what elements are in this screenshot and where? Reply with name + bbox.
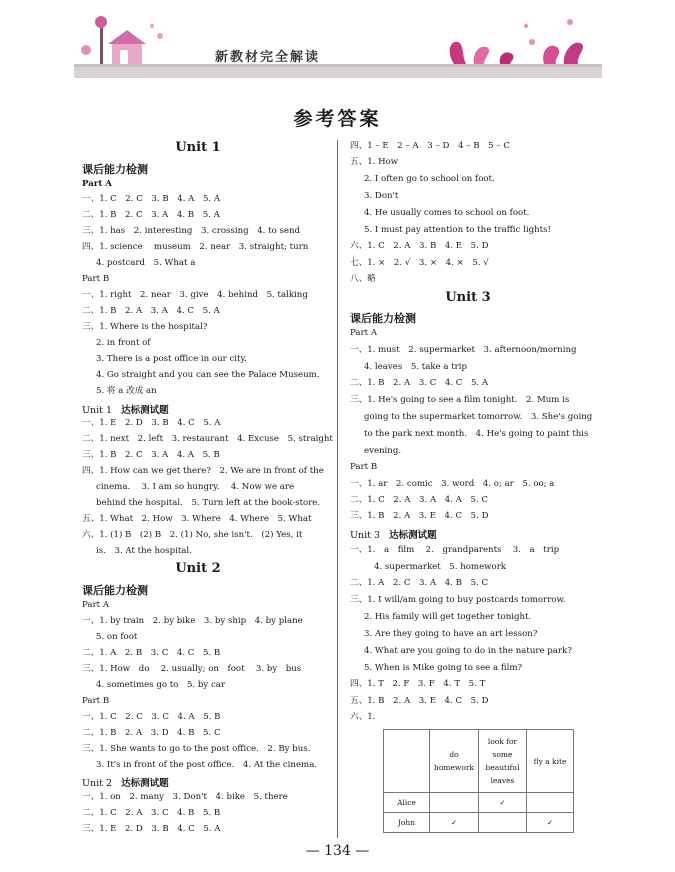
answer-line: 三、1. B 2. A 3. E 4. C 5. D bbox=[350, 511, 489, 521]
unit2-section-heading: 课后能力检测 bbox=[82, 584, 148, 597]
answer-line: 一、1. right 2. near 3. give 4. behind 5. talking bbox=[82, 290, 308, 300]
answer-line: 4. sometimes go to 5. by car bbox=[96, 680, 226, 690]
answer-line: 二、1. A 2. B 3. C 4. C 5. B bbox=[82, 648, 221, 658]
answer-line: 4. He usually comes to school on foot. bbox=[364, 208, 530, 218]
unit1-test-heading bbox=[82, 402, 169, 416]
page-title: 参考答案 bbox=[293, 108, 382, 130]
answer-line: 四、1. T 2. F 3. F 4. T 5. T bbox=[350, 679, 486, 689]
answer-line: 四、1 – E 2 – A 3 – D 4 – B 5 – C bbox=[350, 141, 510, 151]
answer-line: 5. When is Mike going to see a film? bbox=[364, 663, 523, 673]
unit3-part-b: Part B bbox=[350, 462, 378, 472]
answer-line: 4. postcard 5. What a bbox=[96, 258, 196, 268]
unit3-part-a: Part A bbox=[350, 328, 378, 338]
answer-line: 二、1. next 2. left 3. restaurant 4. Excuse 5. straight bbox=[82, 434, 333, 444]
unit1-part-b: Part B bbox=[82, 274, 110, 284]
answer-line: 二、1. B 2. C 3. A 4. B 5. A bbox=[82, 210, 220, 220]
unit1-part-a: Part A bbox=[82, 179, 112, 189]
unit2-heading: Unit 2 bbox=[175, 561, 221, 576]
table-row-label: Alice bbox=[384, 793, 430, 813]
unit1-section-heading: 课后能力检测 bbox=[82, 163, 148, 176]
answer-line: 五、1. What 2. How 3. Where 4. Where 5. What bbox=[82, 514, 312, 524]
unit1-heading: Unit 1 bbox=[175, 140, 221, 155]
answer-line: going to the supermarket tomorrow. 3. She's going bbox=[364, 412, 593, 422]
answer-line: 二、1. A 2. C 3. A 4. B 5. C bbox=[350, 578, 489, 588]
answer-line: 二、1. C 2. A 3. A 4. A 5. C bbox=[350, 495, 488, 505]
answer-line: 一、1. must 2. supermarket 3. afternoon/morning bbox=[350, 345, 577, 355]
answer-line: 三、1. How do 2. usually; on foot 3. by bus bbox=[82, 664, 302, 674]
answer-line: 七、1. × 2. √ 3. × 4. × 5. √ bbox=[350, 258, 489, 268]
answer-line: 4. Go straight and you can see the Palace Museum. bbox=[96, 370, 320, 380]
unit2-test-label: Unit 2 bbox=[82, 778, 113, 789]
unit3-section-heading: 课后能力检测 bbox=[350, 312, 416, 325]
table-header-cell: fly a kite bbox=[527, 730, 574, 793]
answer-line: 4. What are you going to do in the nature park? bbox=[364, 646, 572, 656]
table-cell bbox=[479, 813, 527, 833]
answer-line: 3. Don't bbox=[364, 191, 399, 201]
answer-line: 3. There is a post office in our city. bbox=[96, 354, 247, 364]
answer-line: 四、1. How can we get there? 2. We are in front of the bbox=[82, 466, 324, 476]
table-cell bbox=[430, 793, 479, 813]
answer-line: evening. bbox=[364, 446, 402, 456]
answer-line: 六、1. bbox=[350, 712, 376, 722]
answer-line: 2. I often go to school on foot. bbox=[364, 174, 495, 184]
table-header-cell: do homework bbox=[430, 730, 479, 793]
unit1-test-title: 达标测试题 bbox=[121, 405, 169, 416]
unit3-test-heading bbox=[350, 527, 437, 541]
answer-line: 五、1. How bbox=[350, 157, 399, 167]
table-header-row bbox=[384, 730, 574, 793]
answer-line: 一、1. a film 2. grandparents 3. a trip bbox=[350, 545, 560, 555]
answer-line: 5. 将 a 改成 an bbox=[96, 386, 157, 396]
banner-illustration bbox=[74, 12, 602, 78]
answer-line: 5. I must pay attention to the traffic lights! bbox=[364, 225, 551, 235]
activity-table bbox=[383, 729, 574, 833]
answer-line: 二、1. C 2. A 3. C 4. B 5. B bbox=[82, 808, 221, 818]
table-header-cell: look for some beautiful leaves bbox=[479, 730, 527, 793]
answer-line: 一、1. C 2. C 3. C 4. A 5. B bbox=[82, 712, 221, 722]
answer-line: 二、1. B 2. A 3. A 4. C 5. A bbox=[82, 306, 220, 316]
answer-line: 三、1. He's going to see a film tonight. 2. Mum is bbox=[350, 395, 570, 405]
unit2-part-b: Part B bbox=[82, 696, 110, 706]
answer-line: 一、1. on 2. many 3. Don't 4. bike 5. there bbox=[82, 792, 288, 802]
column-divider bbox=[337, 140, 338, 838]
check-mark-icon: ✓ bbox=[527, 813, 574, 833]
answer-line: 一、1. by train 2. by bike 3. by ship 4. by plane bbox=[82, 616, 303, 626]
answer-line: 六、1. C 2. A 3. B 4. E 5. D bbox=[350, 241, 489, 251]
answer-line: 三、1. has 2. interesting 3. crossing 4. to send bbox=[82, 226, 301, 236]
unit2-test-title: 达标测试题 bbox=[121, 778, 169, 789]
unit3-heading: Unit 3 bbox=[445, 290, 491, 305]
table-cell bbox=[527, 793, 574, 813]
answer-line: 3. It's in front of the post office. 4. At the cinema. bbox=[96, 760, 318, 770]
check-mark-icon: ✓ bbox=[479, 793, 527, 813]
answer-line: 三、1. I will/am going to buy postcards tomorrow. bbox=[350, 595, 566, 605]
table-row bbox=[384, 813, 574, 833]
answer-line: 4. leaves 5. take a trip bbox=[364, 362, 468, 372]
answer-line: 一、1. C 2. C 3. B 4. A 5. A bbox=[82, 194, 221, 204]
answer-line: 三、1. Where is the hospital? bbox=[82, 322, 208, 332]
answer-line: 2. in front of bbox=[96, 338, 151, 348]
unit1-test-label: Unit 1 bbox=[82, 405, 113, 416]
header-banner bbox=[74, 12, 602, 78]
check-mark-icon: ✓ bbox=[430, 813, 479, 833]
answer-line: 三、1. She wants to go to the post office. 2. By bus. bbox=[82, 744, 311, 754]
unit2-test-heading bbox=[82, 775, 169, 789]
answer-line: 五、1. B 2. A 3. E 4. C 5. D bbox=[350, 696, 489, 706]
answer-line: 二、1. B 2. A 3. C 4. C 5. A bbox=[350, 378, 489, 388]
answer-line: 一、1. E 2. D 3. B 4. C 5. A bbox=[82, 418, 221, 428]
answer-line: cinema. 3. I am so hungry. 4. Now we are bbox=[96, 482, 295, 492]
answer-line: 5. on foot bbox=[96, 632, 138, 642]
answer-line: 三、1. E 2. D 3. B 4. C 5. A bbox=[82, 824, 221, 834]
unit3-test-title: 达标测试题 bbox=[389, 530, 437, 541]
answer-line: 3. Are they going to have an art lesson? bbox=[364, 629, 538, 639]
answer-line: behind the hospital. 5. Turn left at the book-store. bbox=[96, 498, 321, 508]
page-number: — 134 — bbox=[305, 843, 370, 859]
answer-line: is. 3. At the hospital. bbox=[96, 546, 192, 556]
answer-line: 四、1. science museum 2. near 3. straight; turn bbox=[82, 242, 309, 252]
answer-line: 二、1. B 2. A 3. D 4. B 5. C bbox=[82, 728, 221, 738]
answer-line: 六、1. (1) B (2) B 2. (1) No, she isn't. (2) Yes, it bbox=[82, 530, 303, 540]
answer-line: 八、略 bbox=[350, 274, 376, 284]
unit3-test-label: Unit 3 bbox=[350, 530, 381, 541]
header-title: 新教材完全解读 bbox=[215, 50, 321, 65]
table-row bbox=[384, 793, 574, 813]
answer-line: 一、1. ar 2. comic 3. word 4. o; ar 5. oo; a bbox=[350, 479, 555, 489]
table-corner-cell bbox=[384, 730, 430, 793]
answer-line: 4. supermarket 5. homework bbox=[374, 562, 507, 572]
unit2-part-a: Part A bbox=[82, 600, 110, 610]
answer-line: 2. His family will get together tonight. bbox=[364, 612, 532, 622]
answer-line: 三、1. B 2. C 3. A 4. A 5. B bbox=[82, 450, 220, 460]
table-row-label: John bbox=[384, 813, 430, 833]
answer-line: to the park next month. 4. He's going to paint this bbox=[364, 429, 589, 439]
